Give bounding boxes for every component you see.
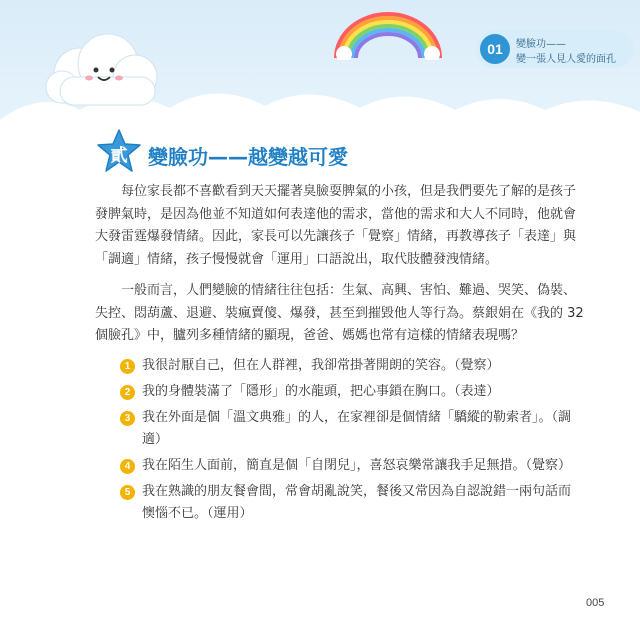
paragraph-1: [95, 181, 575, 271]
list-item: [120, 355, 580, 377]
smiling-cloud-icon: [40, 32, 170, 112]
paragraph-line: 大發雷霆爆發情緒。因此，家長可以先讓孩子「覺察」情緒，再教導孩子「表達」與: [95, 229, 577, 244]
list-item-text: 我在陌生人面前，簡直是個「自閉兒」，喜怒哀樂常讓我手足無措。（覺察）: [142, 458, 572, 473]
list-item-text: 適）: [142, 432, 169, 447]
section-title: 變臉功——越變越可愛: [148, 145, 348, 169]
list-item-text: 我很討厭自己，但在人群裡，我卻常掛著開朗的笑容。（覺察）: [142, 358, 500, 373]
paragraph-line: 每位家長都不喜歡看到天天擺著臭臉耍脾氣的小孩，但是我們要先了解的是孩子: [121, 184, 577, 199]
number-badge: 3: [120, 411, 135, 426]
numbered-list: [120, 355, 580, 525]
paragraph-line: 失控、悶葫蘆、退避、裝瘋賣傻、爆發，甚至到摧毀他人等行為。蔡銀娟在《我的 32: [95, 305, 584, 321]
chapter-header: [476, 30, 634, 68]
number-badge: 4: [120, 459, 135, 474]
section-badge-text: 貳: [110, 146, 128, 166]
number-badge: 2: [120, 385, 135, 400]
paragraph-line: 「調適」情緒，孩子慢慢就會「運用」口語說出，取代肢體發洩情緒。: [95, 251, 499, 267]
number-badge: 1: [120, 359, 135, 374]
list-item: [120, 481, 580, 525]
chapter-title-line-1: 變臉功——: [516, 39, 566, 50]
chapter-number-badge: 01: [480, 34, 510, 64]
list-item-text: 我在熟識的朋友餐會間，常會胡亂說笑，餐後又常因為自認說錯一兩句話而: [142, 484, 572, 499]
paragraph-line: 一般而言，人們變臉的情緒往往包括：生氣、高興、害怕、難過、哭笑、偽裝、: [121, 283, 577, 298]
list-item: [120, 407, 580, 451]
number-badge: 5: [120, 485, 135, 500]
chapter-title-line-2: 變一張人見人愛的面孔: [516, 54, 616, 65]
list-item: [120, 381, 580, 403]
list-item-text: 懊惱不已。（運用）: [142, 506, 253, 521]
page-number: 005: [586, 597, 605, 609]
paragraph-line: 發脾氣時，是因為他並不知道如何表達他的需求，當他的需求和大人不同時，他就會: [95, 206, 577, 222]
rainbow-icon: [332, 10, 444, 60]
list-item: [120, 455, 580, 477]
list-item-text: 我在外面是個「溫文典雅」的人，在家裡卻是個情緒「驕縱的勒索者」。（調: [142, 410, 572, 425]
paragraph-line: 個臉孔》中，臚列多種情緒的顯現，爸爸、媽媽也常有這樣的情緒表現嗎？: [95, 328, 525, 343]
paragraph-2: [95, 280, 584, 348]
list-item-text: 我的身體裝滿了「隱形」的水龍頭，把心事鎖在胸口。（表達）: [142, 384, 500, 399]
